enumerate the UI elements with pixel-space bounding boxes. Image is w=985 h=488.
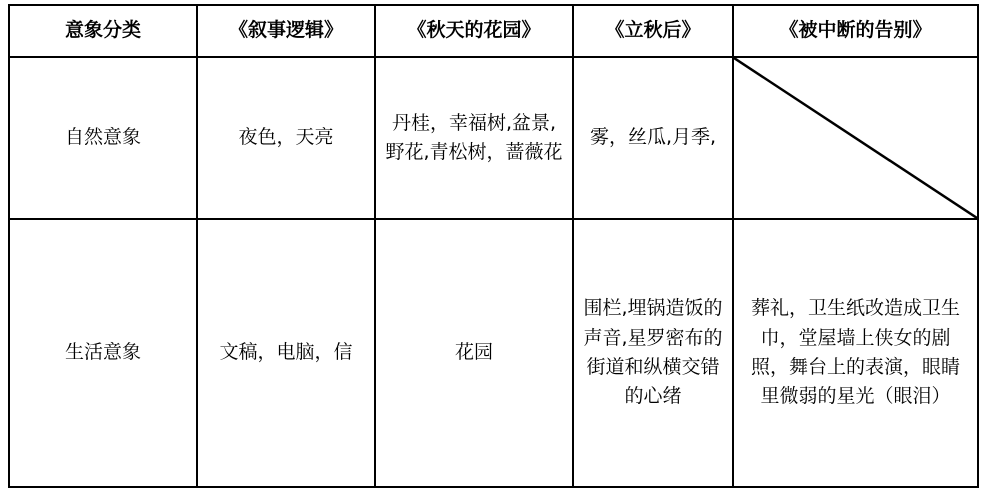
cell-natural-poem-2: 丹桂，幸福树,盆景,野花,青松树，蔷薇花 [375,57,573,219]
column-header-poem-1: 《叙事逻辑》 [197,5,375,57]
table-row [9,57,978,219]
row-label-life-imagery: 生活意象 [9,219,197,487]
column-header-category: 意象分类 [9,5,197,57]
column-header-poem-3: 《立秋后》 [573,5,733,57]
column-header-poem-4: 《被中断的告别》 [733,5,978,57]
cell-life-poem-3: 围栏,埋锅造饭的声音,星罗密布的街道和纵横交错的心绪 [573,219,733,487]
diagonal-slash-icon [734,58,977,218]
cell-natural-poem-1: 夜色，天亮 [197,57,375,219]
table-header-row [9,5,978,57]
table-body [9,57,978,487]
cell-natural-poem-4-empty [733,57,978,219]
cell-life-poem-4: 葬礼，卫生纸改造成卫生巾，堂屋墙上侠女的剧照，舞台上的表演，眼睛里微弱的星光（眼泪） [733,219,978,487]
cell-life-poem-2: 花园 [375,219,573,487]
row-label-natural-imagery: 自然意象 [9,57,197,219]
table-row [9,219,978,487]
table-header-row-group [9,5,978,57]
cell-natural-poem-3: 雾，丝瓜,月季, [573,57,733,219]
imagery-classification-table [8,4,979,488]
column-header-poem-2: 《秋天的花园》 [375,5,573,57]
cell-life-poem-1: 文稿，电脑，信 [197,219,375,487]
